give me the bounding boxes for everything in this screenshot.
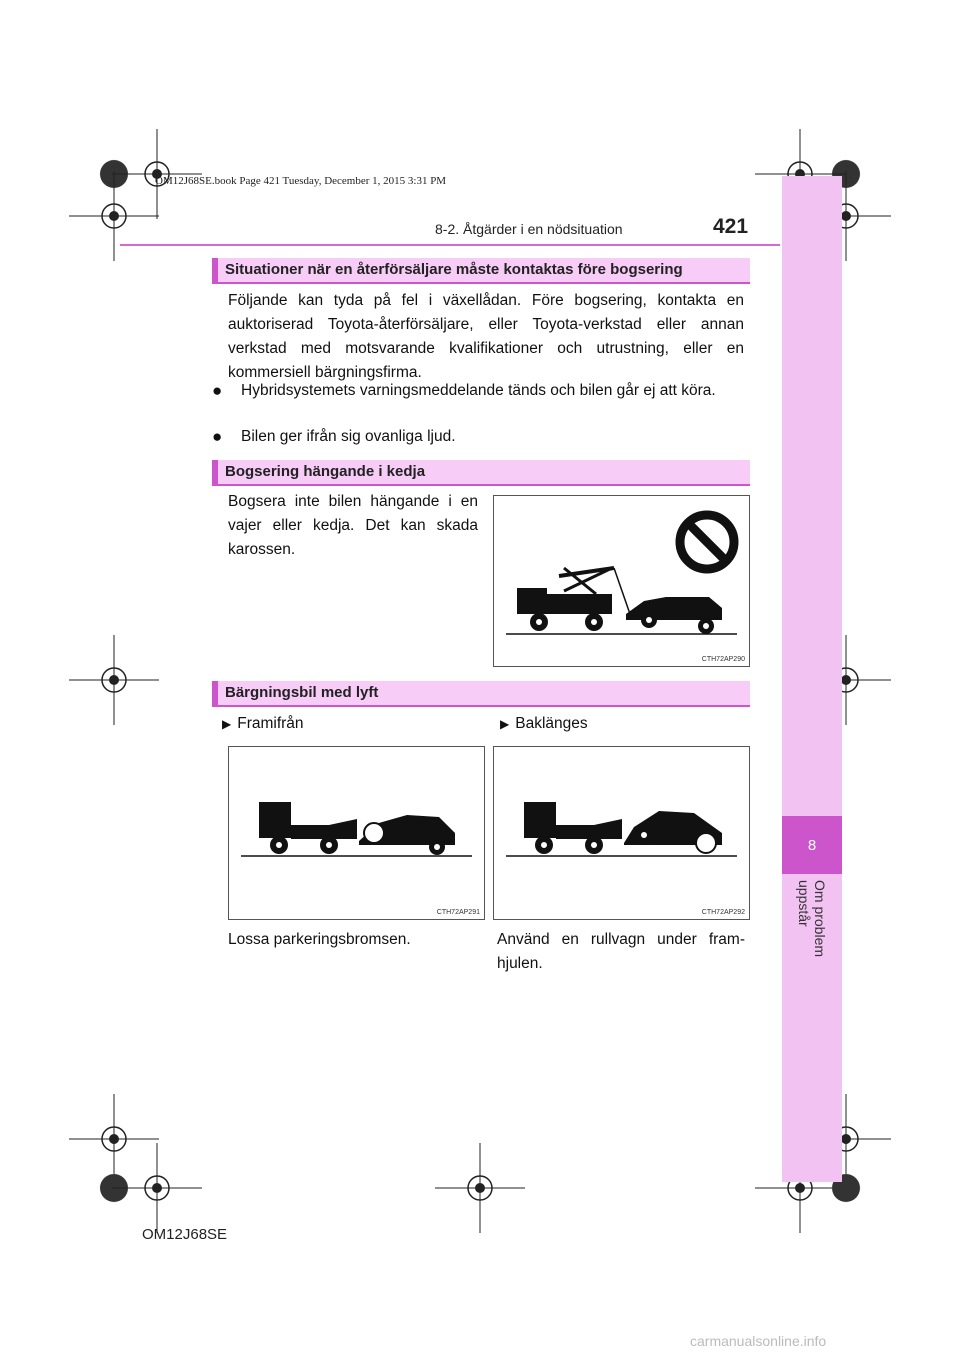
list-item: ● Hybridsystemets varningsmeddelande tänds och bilen går ej att köra.	[212, 379, 744, 403]
section-heading-chain	[212, 460, 750, 486]
figure-code: CTH72AP291	[436, 909, 480, 916]
rear-caption: Använd en rullvagn under fram-hjulen.	[497, 931, 745, 972]
section-title: Bogsering hängande i kedja	[225, 463, 426, 480]
figure-code: CTH72AP292	[701, 909, 745, 916]
print-info: OM12J68SE.book Page 421 Tuesday, December 1, 2015 3:31 PM	[155, 175, 447, 187]
subheading-front: ▶ Framifrån	[222, 715, 304, 732]
footer-code: OM12J68SE	[142, 1226, 228, 1243]
section-title: Situationer när en återförsäljare måste kontaktas före bogsering	[225, 261, 683, 278]
triangle-right-icon: ▶	[222, 717, 232, 731]
page-number: 421	[713, 215, 749, 238]
front-lift-illustration	[228, 746, 485, 920]
chapter-side-tab	[782, 176, 842, 1182]
tow-truck-front-image	[229, 747, 484, 919]
tow-truck-rear-image	[494, 747, 749, 919]
chapter-tab-label: Om problem uppstår	[796, 880, 828, 958]
rear-lift-illustration	[493, 746, 750, 920]
section1-intro: Följande kan tyda på fel i växellådan. Före bogsering, kontakta en auktoriserad Toyota-återförsäljare, eller Toyota-verkstad eller annan verkstad med motsvarande kvalifikationer och utrustning, eller en kommersiell bärgningsfirma.	[228, 292, 744, 381]
front-caption: Lossa parkeringsbromsen.	[228, 931, 411, 948]
subheading-rear: ▶ Baklänges	[500, 715, 588, 732]
chapter-tab-number: 8	[782, 816, 842, 874]
watermark: carmanualsonline.info	[690, 1333, 827, 1349]
section2-text: Bogsera inte bilen hängande i en vajer eller kedja. Det kan skada karossen.	[228, 493, 478, 558]
chapter-heading: 8-2. Åtgärder i en nödsituation	[435, 221, 623, 237]
bullet-icon: ●	[212, 381, 223, 400]
tow-truck-chain-image	[494, 496, 749, 666]
bullet-icon: ●	[212, 427, 223, 446]
section-heading-lift	[212, 681, 750, 707]
triangle-right-icon: ▶	[500, 717, 510, 731]
header-rule	[120, 244, 780, 246]
section-title: Bärgningsbil med lyft	[225, 684, 379, 701]
list-item: ● Bilen ger ifrån sig ovanliga ljud.	[212, 425, 744, 449]
figure-code: CTH72AP290	[701, 656, 745, 663]
chain-tow-illustration	[493, 495, 750, 667]
section-heading-dealer	[212, 258, 750, 284]
